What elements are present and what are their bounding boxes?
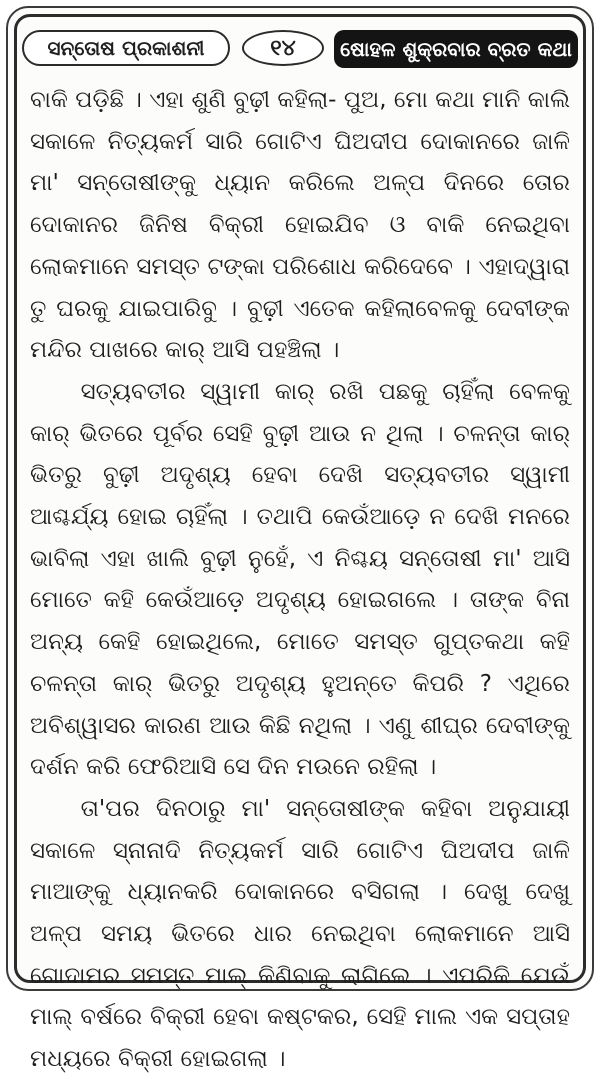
- publisher-name: ସନ୍ତୋଷ ପ୍ରକାଶନୀ: [22, 30, 230, 66]
- page-header: [22, 30, 578, 68]
- book-title: ଷୋହଳ ଶୁକ୍ରବାର ବ୍ରତ କଥା: [334, 30, 578, 68]
- paragraph-1: ବାକି ପଡ଼ିଛି । ଏହା ଶୁଣି ବୁଢ଼ୀ କହିଲା- ପୁଅ, ମୋ କଥା ମାନି କାଲି ସକାଳେ ନିତ୍ୟକର୍ମ ସାରି ଗୋଟିଏ ଘିଅଦୀପ ଦୋକାନରେ ଜାଳି ମା' ସନ୍ତୋଷୀଙ୍କୁ ଧ୍ୟାନ କରିଲେ ଅଳ୍ପ ଦିନରେ ତୋର ଦୋକାନର ଜିନିଷ ବିକ୍ରୀ ହୋଇଯିବ ଓ ବାକି ନେଇଥିବା ଲୋକମାନେ ସମସ୍ତ ଟଙ୍କା ପରିଶୋଧ କରିଦେବେ । ଏହାଦ୍ୱାରା ତୁ ଘରକୁ ଯାଇପାରିବୁ । ବୁଢ଼ୀ ଏତେକ କହିଲାବେଳକୁ ଦେବୀଙ୍କ ମନ୍ଦିର ପାଖରେ କାର୍ ଆସି ପହଞ୍ଚିଲା ।: [30, 87, 570, 364]
- paragraph-3: ତା'ପର ଦିନଠାରୁ ମା' ସନ୍ତୋଷୀଙ୍କ କହିବା ଅନୁଯାୟୀ ସକାଳେ ସ୍ନାନାଦି ନିତ୍ୟକର୍ମ ସାରି ଗୋଟିଏ ଘିଅଦୀପ ଜାଳି ମାଆଙ୍କୁ ଧ୍ୟାନକରି ଦୋକାନରେ ବସିଗଲା । ଦେଖୁ ଦେଖୁ ଅଳ୍ପ ସମୟ ଭିତରେ ଧାର ନେଇଥିବା ଲୋକମାନେ ଆସି ଗୋଦାମର ସମସ୍ତ ମାଲ୍ କିଣିବାକୁ ଲାଗିଲେ । ଏପରିକି ଯେଉଁ ମାଲ୍ ବର୍ଷରେ ବିକ୍ରୀ ହେବା କଷ୍ଟକର, ସେହି ମାଲ ଏକ ସପ୍ତାହ ମଧ୍ୟରେ ବିକ୍ରୀ ହୋଇଗଲା ।: [30, 795, 570, 1073]
- page-number: ୧୪: [242, 30, 324, 66]
- paragraph-2: ସତ୍ୟବତୀର ସ୍ୱାମୀ କାର୍ ରଖି ପଛକୁ ଚାହିଁଲା ବେଳକୁ କାର୍ ଭିତରେ ପୂର୍ବର ସେହି ବୁଢ଼ୀ ଆଉ ନ ଥିଲା । ଚଳନ୍ତା କାର୍ ଭିତରୁ ବୁଢ଼ୀ ଅଦୃଶ୍ୟ ହେବା ଦେଖି ସତ୍ୟବତୀର ସ୍ୱାମୀ ଆଶ୍ଚର୍ଯ୍ୟ ହୋଇ ଚାହିଁଲା । ତଥାପି କେଉଁଆଡ଼େ ନ ଦେଖି ମନରେ ଭାବିଲା ଏହା ଖାଲି ବୁଢ଼ୀ ନୁହେଁ, ଏ ନିଶ୍ଚୟ ସନ୍ତୋଷୀ ମା' ଆସି ମୋତେ କହି କେଉଁଆଡ଼େ ଅଦୃଶ୍ୟ ହୋଇଗଲେ । ତାଙ୍କ ବିନା ଅନ୍ୟ କେହି ହୋଇଥିଲେ, ମୋତେ ସମସ୍ତ ଗୁପ୍ତକଥା କହି ଚଳନ୍ତା କାର୍ ଭିତରୁ ଅଦୃଶ୍ୟ ହୁଅନ୍ତେ କିପରି ? ଏଥିରେ ଅବିଶ୍ୱାସର କାରଣ ଆଉ କିଛି ନଥିଲା । ଏଣୁ ଶୀଘ୍ର ଦେବୀଙ୍କୁ ଦର୍ଶନ କରି ଫେରିଆସି ସେ ଦିନ ମଉନେ ରହିଲା ।: [30, 378, 570, 781]
- page-body: [30, 80, 570, 1073]
